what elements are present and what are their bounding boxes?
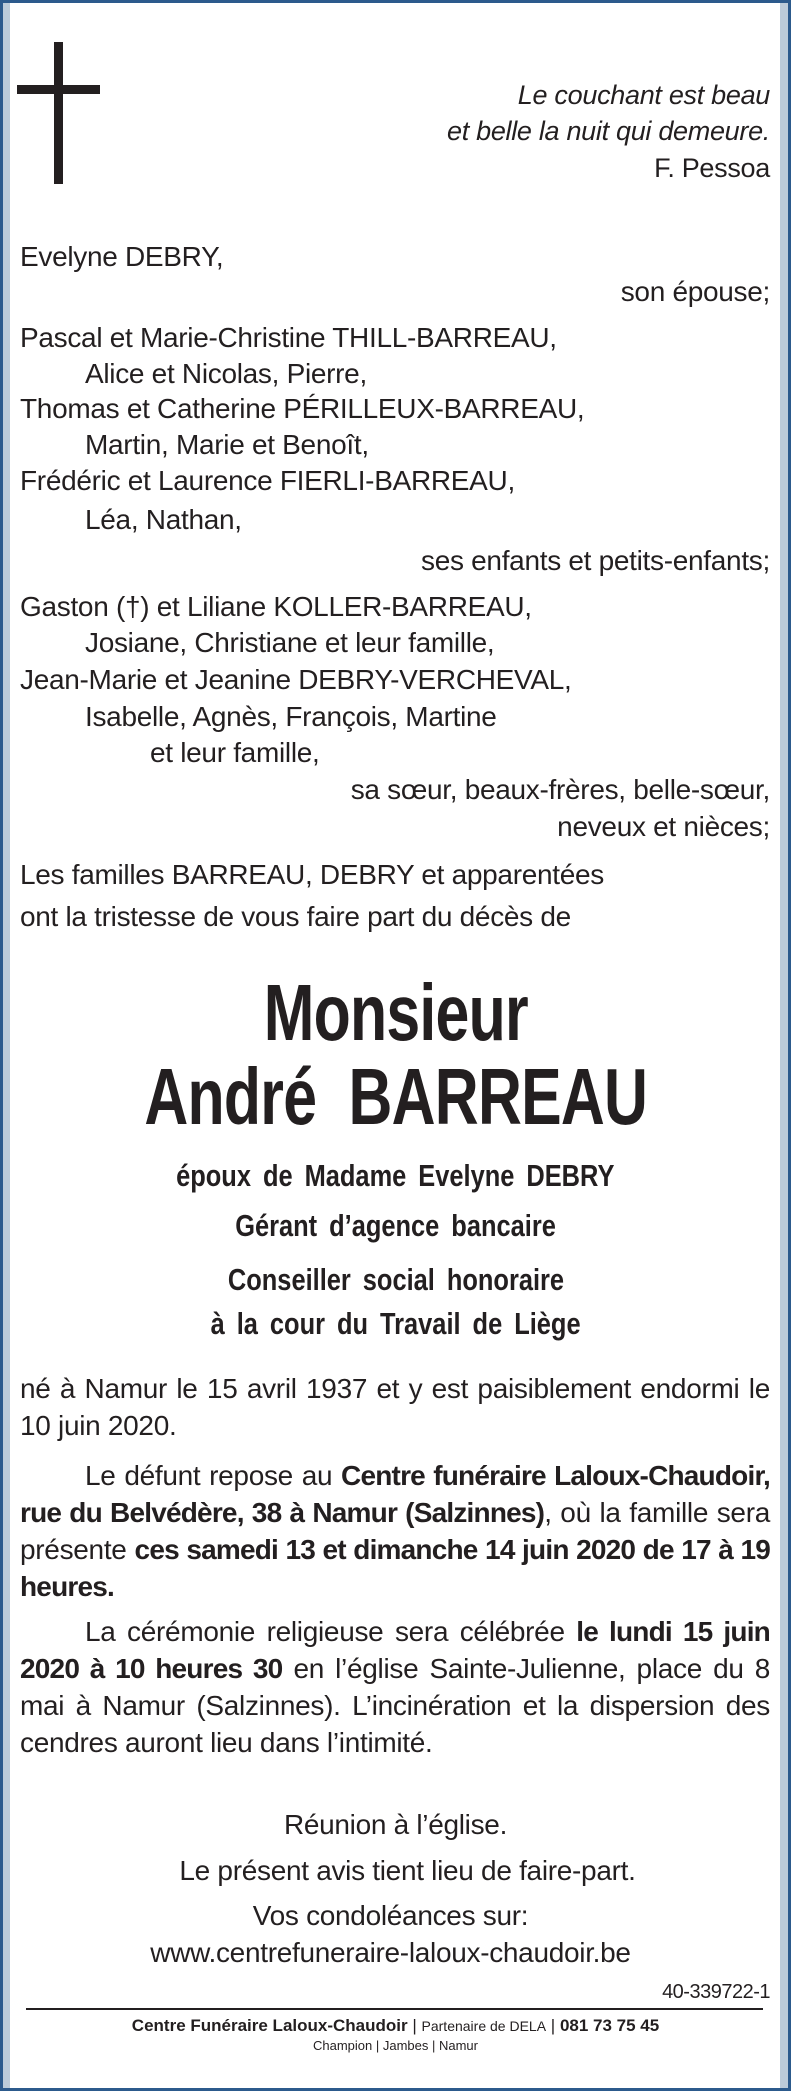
family-line: Gaston (†) et Liliane KOLLER-BARREAU,: [20, 591, 532, 622]
condolences-url-link[interactable]: www.centrefuneraire-laloux-chaudoir.be: [150, 1937, 631, 1968]
notice-line: Le présent avis tient lieu de faire-part.: [179, 1855, 636, 1886]
family-line: Léa, Nathan,: [85, 504, 242, 535]
footer-separator: |: [412, 2016, 417, 2035]
spouse-name: Evelyne DEBRY,: [20, 241, 224, 272]
ceremony-date: le lundi 15 juin 2020 à 10 heures 30: [20, 1616, 770, 1684]
siblings-role: neveux et nièces;: [557, 811, 770, 842]
announcement-line: ont la tristesse de vous faire part du décès de: [20, 901, 571, 932]
footer-separator: |: [550, 2016, 556, 2035]
repose-place: Centre funéraire Laloux-Chaudoir, rue du Belvédère, 38 à Namur (Salzinnes): [20, 1460, 770, 1528]
birth-death-paragraph: né à Namur le 15 avril 1937 et y est paisiblement endormi le 10 juin 2020.: [20, 1373, 770, 1441]
repose-text: , où la famille sera présente: [20, 1497, 771, 1565]
footer-partner: Partenaire de DELA: [421, 2018, 547, 2034]
family-line: Frédéric et Laurence FIERLI-BARREAU,: [20, 465, 515, 496]
repose-text: Le défunt repose au: [85, 1460, 342, 1491]
deceased-title: [0, 1308, 791, 1339]
condolences-label: Vos condoléances sur:: [252, 1900, 529, 1931]
meeting-line: Réunion à l’église.: [283, 1809, 508, 1840]
deceased-title: [0, 1264, 791, 1295]
family-line: et leur famille,: [150, 737, 320, 768]
title-text: à la cour du Travail de Liège: [210, 1306, 581, 1341]
deceased-title: [0, 1210, 791, 1241]
cross-icon-horizontal: [17, 85, 100, 94]
reference-number: 40-339722-1: [662, 1981, 770, 2003]
family-line: Alice et Nicolas, Pierre,: [85, 358, 367, 389]
footer-locations: Champion | Jambes | Namur: [313, 2038, 478, 2053]
deceased-name: [0, 1052, 791, 1141]
footer-company-line: [0, 2017, 791, 2034]
spouse-role: son épouse;: [620, 276, 770, 307]
quote-line: Le couchant est beau: [517, 80, 770, 110]
siblings-role: sa sœur, beaux-frères, belle-sœur,: [350, 774, 770, 805]
footer-divider: [26, 2008, 763, 2010]
cross-icon-vertical: [54, 42, 63, 184]
quote-line: et belle la nuit qui demeure.: [446, 116, 770, 146]
title-text: Conseiller social honoraire: [227, 1262, 564, 1297]
deceased-honorific-text: Monsieur: [263, 968, 528, 1057]
family-line: Isabelle, Agnès, François, Martine: [85, 701, 497, 732]
deceased-title: [0, 1160, 791, 1191]
ceremony-text: La cérémonie religieuse sera célébrée: [85, 1616, 577, 1647]
repose-paragraph: [20, 1457, 770, 1605]
footer-company: Centre Funéraire Laloux-Chaudoir: [131, 2016, 408, 2035]
visiting-times: ces samedi 13 et dimanche 14 juin 2020 de 17 à 19 heures.: [20, 1534, 770, 1602]
children-role: ses enfants et petits-enfants;: [421, 545, 770, 576]
family-line: Thomas et Catherine PÉRILLEUX-BARREAU,: [20, 393, 585, 424]
family-line: Martin, Marie et Benoît,: [85, 429, 369, 460]
family-line: Josiane, Christiane et leur famille,: [85, 627, 495, 658]
family-line: Pascal et Marie-Christine THILL-BARREAU,: [20, 322, 557, 353]
family-line: Jean-Marie et Jeanine DEBRY-VERCHEVAL,: [20, 664, 572, 695]
ceremony-text: en l’église Sainte-Julienne, place du 8 mai à Namur (Salzinnes). L’incinération et la dispersion des cendres auront lieu dans l’intimité.: [20, 1653, 771, 1758]
deceased-name-text: André BARREAU: [144, 1052, 647, 1141]
deceased-honorific: [0, 968, 791, 1057]
footer-phone: 081 73 75 45: [559, 2016, 660, 2035]
quote-author: F. Pessoa: [654, 153, 770, 183]
title-text: époux de Madame Evelyne DEBRY: [176, 1158, 615, 1193]
ceremony-paragraph: [20, 1613, 770, 1761]
families-line: Les familles BARREAU, DEBRY et apparentées: [20, 859, 604, 890]
title-text: Gérant d’agence bancaire: [235, 1208, 556, 1243]
